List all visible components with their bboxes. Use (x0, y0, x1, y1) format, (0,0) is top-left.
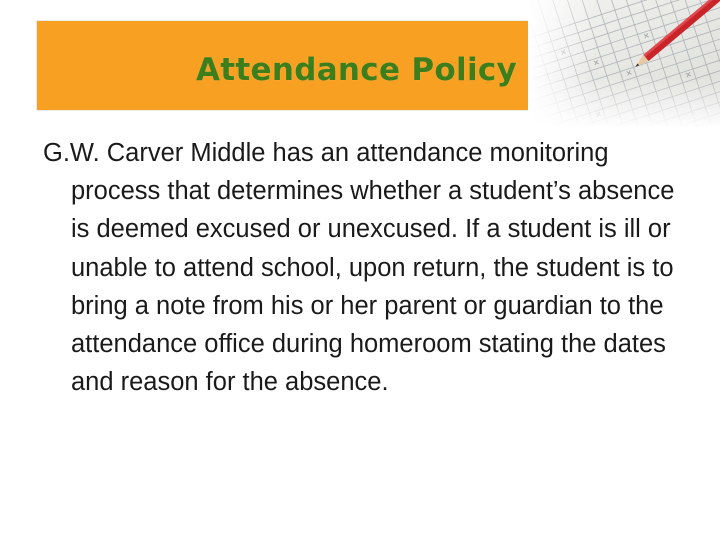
slide-title: Attendance Policy (196, 52, 518, 88)
slide-body-text: G.W. Carver Middle has an attendance monitoring process that determines whether a student’s absence is deemed excused or unexcused. If a student is ill or unable to attend school, upon return, the student is to bring a note from his or her parent or guardian to the attendance office during homeroom stating the dates and reason for the absence. (43, 139, 675, 397)
attendance-sheet-pencil-photo (528, 0, 720, 128)
